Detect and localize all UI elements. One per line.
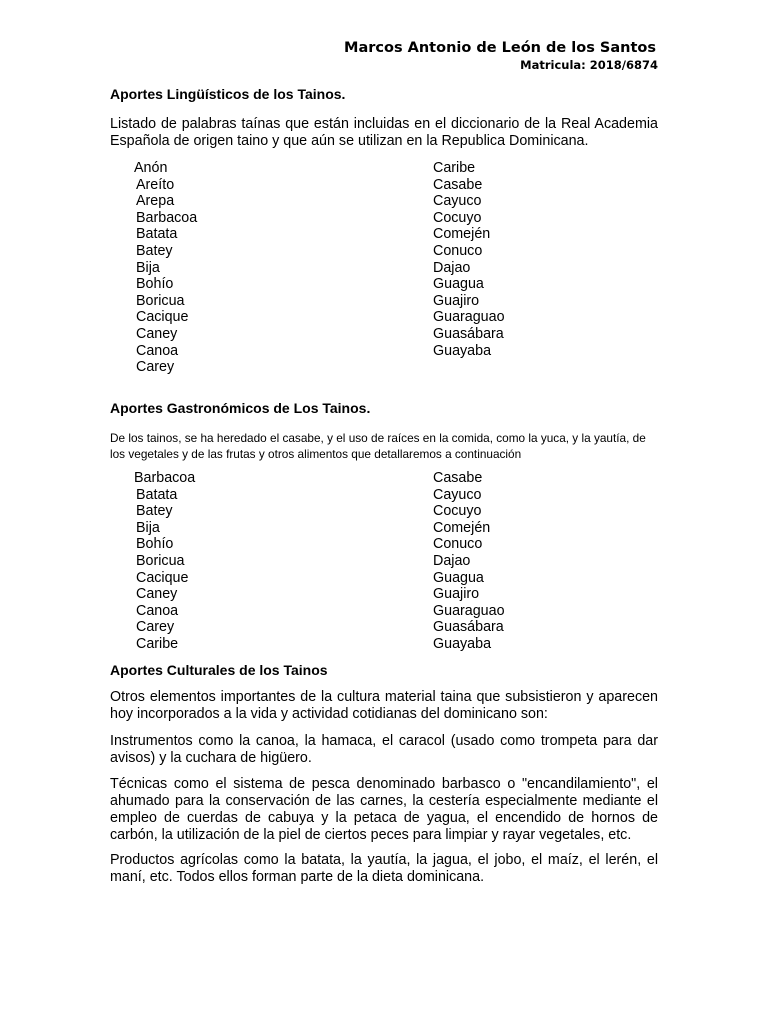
word-list-item: Arepa xyxy=(136,193,175,210)
word-list-item: Barbacoa xyxy=(136,209,198,226)
paragraph-culturales-4: Productos agrícolas como la batata, la yautía, la jagua, el jobo, el maíz, el lerén, el maní, etc. Todos ellos forman parte de la dieta dominicana. xyxy=(110,852,658,885)
word-list-item: Areíto xyxy=(136,176,175,193)
paragraph-culturales-2: Instrumentos como la canoa, la hamaca, el caracol (usado como trompeta para dar avisos) y la cuchara de higüero. xyxy=(110,733,658,766)
heading-linguisticos: Aportes Lingüísticos de los Tainos. xyxy=(110,86,346,102)
word-list-item: Conuco xyxy=(433,242,483,259)
word-list-item: Barbacoa xyxy=(134,470,196,486)
word-list-item: Batata xyxy=(136,486,178,503)
word-list-item: Bija xyxy=(136,519,160,536)
author-name: Marcos Antonio de León de los Santos xyxy=(344,40,656,56)
word-list-linguisticos-right xyxy=(433,160,505,359)
word-list-item: Conuco xyxy=(433,536,483,553)
matricula: Matricula: 2018/6874 xyxy=(520,58,658,72)
word-list-gastronomicos-left xyxy=(136,470,195,653)
word-list-item: Guagua xyxy=(433,276,484,293)
word-list-item: Batey xyxy=(136,242,173,259)
word-list-item: Bohío xyxy=(136,276,174,293)
word-list-item: Guajiro xyxy=(433,586,480,603)
word-list-item: Caney xyxy=(136,325,178,342)
word-list-item: Boricua xyxy=(136,292,185,309)
word-list-item: Guayaba xyxy=(433,342,492,359)
word-list-item: Dajao xyxy=(433,552,471,569)
word-list-item: Cayuco xyxy=(433,486,482,503)
word-list-linguisticos-left xyxy=(136,160,197,376)
word-list-item: Comején xyxy=(433,519,491,536)
word-list-item: Boricua xyxy=(136,552,185,569)
word-list-item: Carey xyxy=(136,619,175,636)
word-list-item: Batata xyxy=(136,226,178,243)
word-list-item: Comején xyxy=(433,226,491,243)
heading-gastronomicos: Aportes Gastronómicos de Los Tainos. xyxy=(110,400,371,416)
word-list-item: Caribe xyxy=(136,635,179,652)
intro-linguisticos: Listado de palabras taínas que están incluidas en el diccionario de la Real Academia Española de origen taino y que aún se utilizan en la Republica Dominicana. xyxy=(110,116,658,149)
word-list-item: Casabe xyxy=(433,176,483,193)
paragraph-culturales-3: Técnicas como el sistema de pesca denominado barbasco o "encandilamiento", el ahumado para la conservación de las carnes, la cestería especialmente mediante el empleo de cuerdas de cabuya y la petaca de yagua, el encendido de hornos de carbón, la utilización de la piel de ciertos peces para limpiar y rayar vegetales, etc. xyxy=(110,776,658,843)
word-list-item: Cocuyo xyxy=(433,503,482,520)
paragraph-culturales-1: Otros elementos importantes de la cultura material taina que subsistieron y aparecen hoy incorporados a la vida y actividad cotidianas del dominicano son: xyxy=(110,689,658,722)
word-list-item: Bohío xyxy=(136,536,174,553)
word-list-item: Canoa xyxy=(136,602,179,619)
word-list-item: Cacique xyxy=(136,309,189,326)
word-list-item: Caney xyxy=(136,586,178,603)
word-list-item: Bija xyxy=(136,259,160,276)
word-list-item: Guagua xyxy=(433,569,484,586)
word-list-item: Batey xyxy=(136,503,173,520)
word-list-item: Cayuco xyxy=(433,193,482,210)
word-list-item: Cacique xyxy=(136,569,189,586)
word-list-item: Dajao xyxy=(433,259,471,276)
word-list-item: Canoa xyxy=(136,342,179,359)
word-list-item: Guasábara xyxy=(433,619,504,636)
heading-culturales: Aportes Culturales de los Tainos xyxy=(110,662,328,678)
word-list-item: Guaraguao xyxy=(433,309,505,326)
word-list-item: Guajiro xyxy=(433,292,480,309)
word-list-item: Guayaba xyxy=(433,635,492,652)
word-list-item: Guasábara xyxy=(433,325,504,342)
word-list-item: Guaraguao xyxy=(433,602,505,619)
word-list-item: Carey xyxy=(136,359,175,376)
word-list-item: Casabe xyxy=(433,470,483,486)
word-list-item: Anón xyxy=(134,160,168,176)
intro-gastronomicos: De los tainos, se ha heredado el casabe, y el uso de raíces en la comida, como la yuca, y la yautía, de los vegetales y de las frutas y otros alimentos que detallaremos a continuación xyxy=(110,431,646,461)
word-list-item: Cocuyo xyxy=(433,209,482,226)
word-list-item: Caribe xyxy=(433,160,476,176)
word-list-gastronomicos-right xyxy=(433,470,505,653)
